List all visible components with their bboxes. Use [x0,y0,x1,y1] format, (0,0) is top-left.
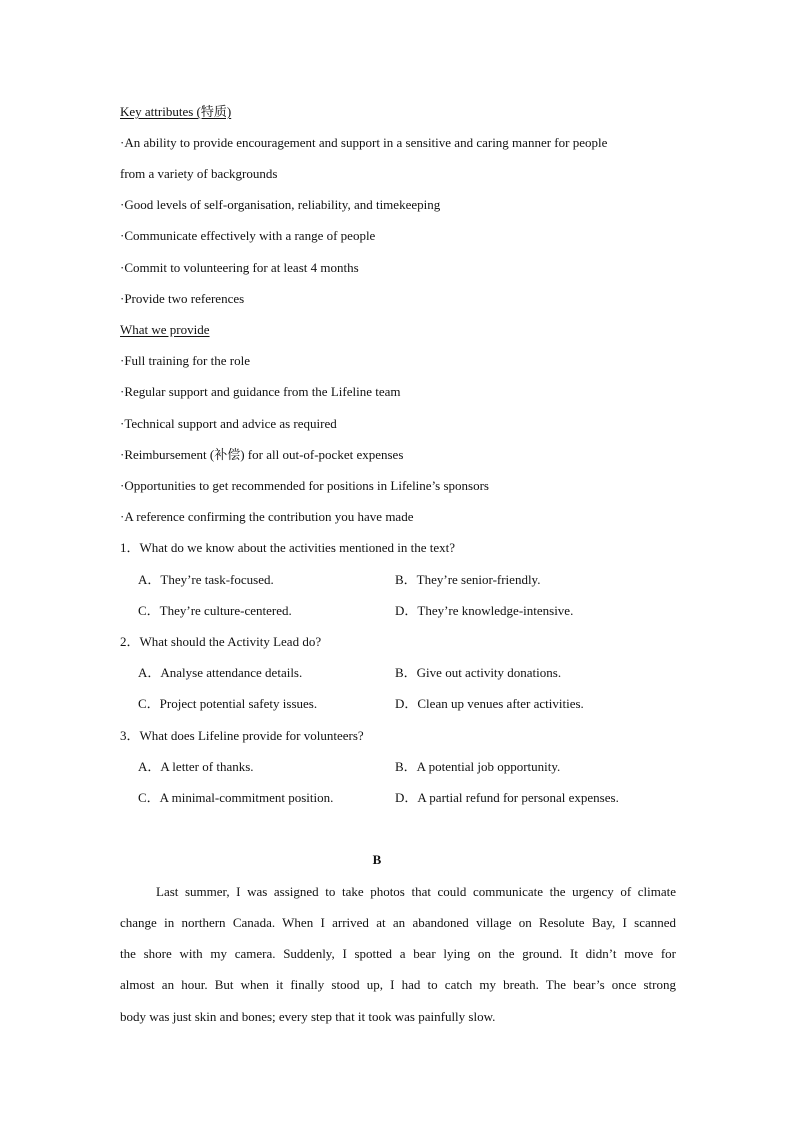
passage-line: Last summer, I was assigned to take photos that could communicate the urgency of climate [156,884,676,899]
option-c: C．A minimal-commitment position. [138,790,334,805]
attribute-item: ·Good levels of self-organisation, reliability, and timekeeping [120,197,441,212]
attribute-item: from a variety of backgrounds [120,166,278,181]
provide-item: ·A reference confirming the contribution you have made [120,509,414,524]
option-b: B．Give out activity donations. [395,665,562,680]
provide-item: ·Reimbursement (补偿) for all out-of-pocket expenses [120,447,404,462]
option-d: D．They’re knowledge-intensive. [395,603,574,618]
what-we-provide-heading: What we provide [120,322,210,337]
attribute-item: ·Commit to volunteering for at least 4 months [120,260,359,275]
section-b-label: B [372,852,382,867]
option-a: A．Analyse attendance details. [138,665,303,680]
attribute-item: ·Communicate effectively with a range of people [120,228,376,243]
passage-line: body was just skin and bones; every step that it took was painfully slow. [120,1009,496,1024]
option-b: B．They’re senior-friendly. [395,572,541,587]
passage-line: almost an hour. But when it finally stood up, I had to catch my breath. The bear’s once strong [120,977,676,992]
provide-item: ·Opportunities to get recommended for positions in Lifeline’s sponsors [120,478,489,493]
question-stem: 2．What should the Activity Lead do? [120,634,322,649]
option-c: C．Project potential safety issues. [138,696,318,711]
provide-item: ·Technical support and advice as required [120,416,337,431]
option-b: B．A potential job opportunity. [395,759,561,774]
attribute-item: ·Provide two references [120,291,245,306]
passage-line: change in northern Canada. When I arrived at an abandoned village on Resolute Bay, I scanned [120,915,676,930]
option-c: C．They’re culture-centered. [138,603,292,618]
attribute-item: ·An ability to provide encouragement and support in a sensitive and caring manner for people [120,135,608,150]
question-stem: 3．What does Lifeline provide for volunteers? [120,728,364,743]
question-stem: 1．What do we know about the activities mentioned in the text? [120,540,456,555]
provide-item: ·Regular support and guidance from the Lifeline team [120,384,401,399]
option-d: D．Clean up venues after activities. [395,696,584,711]
option-a: A．A letter of thanks. [138,759,254,774]
passage-line: the shore with my camera. Suddenly, I spotted a bear lying on the ground. It didn’t move for [120,946,676,961]
key-attributes-heading: Key attributes (特质) [120,104,232,119]
option-a: A．They’re task-focused. [138,572,274,587]
option-d: D．A partial refund for personal expenses. [395,790,619,805]
provide-item: ·Full training for the role [120,353,250,368]
